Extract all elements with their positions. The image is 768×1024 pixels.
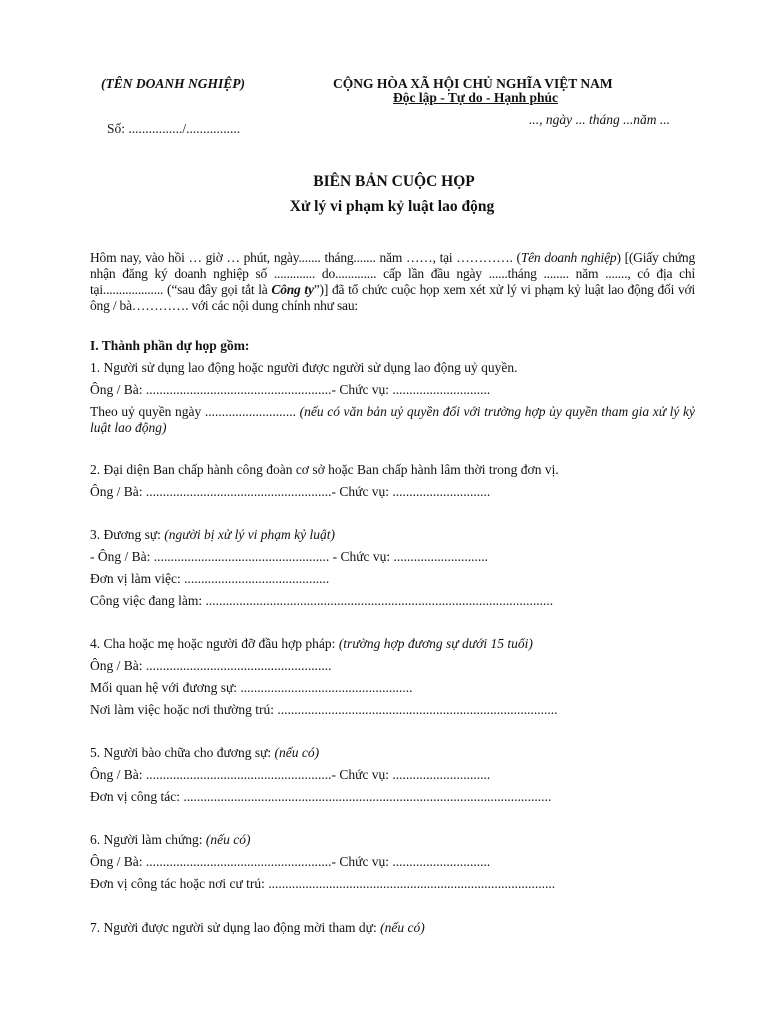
item-4-title [90,636,533,652]
intro-company-short: Công ty [271,282,314,297]
item-4-residence-line: Nơi làm việc hoặc nơi thường trú: ................................................................................... [90,702,558,717]
intro-text-2: ) [(Giấy chứng nhận đăng ký doanh nghiệp số ............. do............. cấp lần đầu ngày ......tháng ........ năm ......., có địa chỉ tại................... (“sau đây gọi tắt là [90,250,695,297]
item-4-title-text: 4. Cha hoặc mẹ hoặc người đỡ đầu hợp pháp: [90,636,339,651]
item-2-name-line: Ông / Bà: .......................................................- Chức vụ: ............................. [90,484,491,499]
item-1-authorization-note: (nếu có văn bản uỷ quyền đối với trường hợp ủy quyền tham gia xử lý kỷ luật lao động) [90,404,695,435]
item-3-title-text: 3. Đương sự: [90,527,165,542]
item-6-unit-line: Đơn vị công tác hoặc nơi cư trú: ..................................................................................... [90,876,556,891]
nation-title: CỘNG HÒA XÃ HỘI CHỦ NGHĨA VIỆT NAM [333,76,613,91]
item-7-title [90,920,425,936]
item-5-title [90,745,319,761]
item-2-title: 2. Đại diện Ban chấp hành công đoàn cơ sở hoặc Ban chấp hành lâm thời trong đơn vị. [90,462,559,477]
item-7-title-text: 7. Người được người sử dụng lao động mời tham dự: [90,920,381,935]
intro-company-italic: Tên doanh nghiệp [520,250,617,265]
item-6-title [90,832,251,848]
item-3-title [90,527,335,543]
item-6-title-text: 6. Người làm chứng: [90,832,206,847]
item-3-name-line: - Ông / Bà: .................................................... - Chức vụ: ............................ [90,549,489,564]
document-title: BIÊN BẢN CUỘC HỌP [313,173,475,190]
national-motto: Độc lập - Tự do - Hạnh phúc [393,90,559,105]
item-4-name-line: Ông / Bà: ....................................................... [90,658,332,673]
item-6-name-line: Ông / Bà: .......................................................- Chức vụ: ............................. [90,854,491,869]
item-5-unit-line: Đơn vị công tác: ............................................................................................................. [90,789,552,804]
item-1-authorization [90,404,695,436]
item-3-title-note: (người bị xử lý vi phạm kỷ luật) [164,527,336,542]
item-3-unit-line: Đơn vị làm việc: ........................................... [90,571,330,586]
item-1-name-line: Ông / Bà: .......................................................- Chức vụ: ............................. [90,382,491,397]
item-5-title-note: (nếu có) [274,745,320,760]
section-heading: I. Thành phần dự họp gồm: [90,338,250,353]
document-subtitle: Xử lý vi phạm kỷ luật lao động [289,198,495,215]
company-name: (TÊN DOANH NGHIỆP) [101,76,245,91]
intro-paragraph [90,250,695,314]
item-6-title-note: (nếu có) [205,832,251,847]
item-1-authorization-date: Theo uỷ quyền ngày ........................... [90,404,300,419]
document-date: ..., ngày ... tháng ...năm ... [529,112,670,127]
intro-text-3: ”)] đã tổ chức cuộc họp xem xét xử lý vi phạm kỷ luật lao động đối với ông / bà…………. với các nội dung chính như sau: [90,282,695,313]
item-3-job-line: Công việc đang làm: ....................................................................................................... [90,593,554,608]
item-5-title-text: 5. Người bào chữa cho đương sự: [90,745,275,760]
item-5-name-line: Ông / Bà: .......................................................- Chức vụ: ............................. [90,767,491,782]
item-7-title-note: (nếu có) [380,920,425,935]
item-4-relation-line: Mối quan hệ với đương sự: ................................................... [90,680,413,695]
intro-text-1: Hôm nay, vào hồi … giờ … phút, ngày....... tháng....... năm ……, tại …………. ( [90,250,521,265]
item-4-title-note: (trường hợp đương sự dưới 15 tuổi) [338,636,533,651]
document-number: Số: ................/................ [107,121,241,136]
item-1-title: 1. Người sử dụng lao động hoặc người được người sử dụng lao động uỷ quyền. [90,360,518,375]
